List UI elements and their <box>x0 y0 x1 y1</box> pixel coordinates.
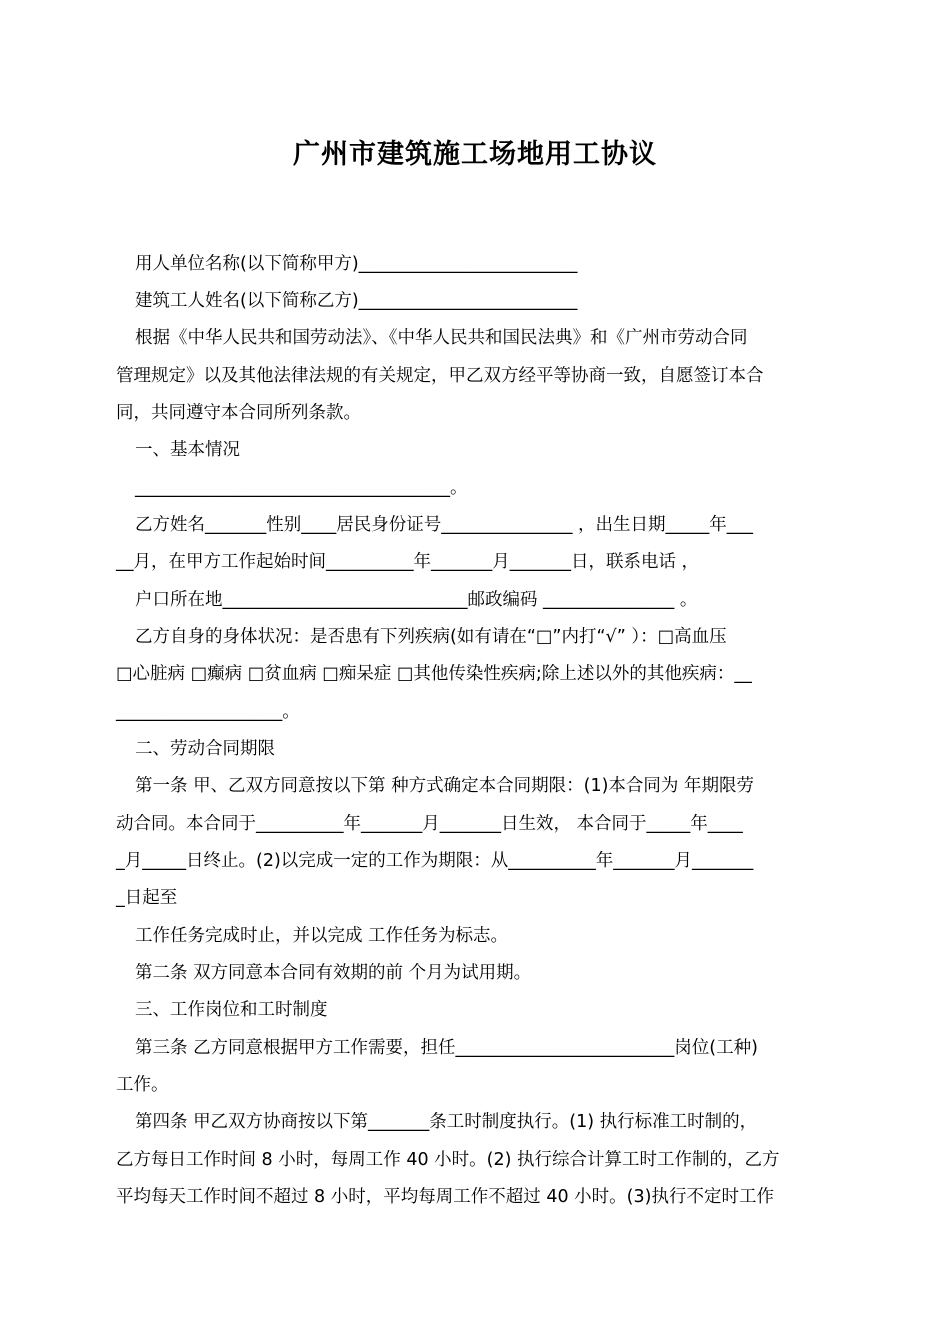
article-1-line-1: 第一条 甲、乙双方同意按以下第 种方式确定本合同期限：(1)本合同为 年期限劳 <box>135 776 754 796</box>
document-title: 广州市建筑施工场地用工协议 <box>293 139 657 170</box>
worker-info-line-2: __月，在甲方工作起始时间__________年_______月_______日，联系电话 ， <box>116 552 700 572</box>
article-1-line-2: 动合同。本合同于__________年_______月_______日生效， 本合同于_____年____ <box>116 814 743 834</box>
employer-name-line: 用人单位名称(以下简称甲方)_________________________ <box>135 254 578 274</box>
health-line-3: ___________________。 <box>116 702 300 722</box>
health-line-2: □心脏病 □癫病 □贫血病 □痴呆症 □其他传染性疾病;除上述以外的其他疾病：__ <box>116 664 752 684</box>
article-1-line-4: _日起至 <box>116 888 178 908</box>
article-4-line-1: 第四条 甲乙双方协商按以下第_______条工时制度执行。(1) 执行标准工时制的， <box>135 1112 758 1132</box>
preamble-line-3: 同，共同遵守本合同所列条款。 <box>116 403 361 423</box>
worker-name-line: 建筑工人姓名(以下简称乙方)_________________________ <box>135 291 578 311</box>
article-1-line-5: 工作任务完成时止，并以完成 工作任务为标志。 <box>135 926 509 946</box>
household-line: 户口所在地____________________________邮政编码 _______________ 。 <box>135 590 698 610</box>
article-3-line-1: 第三条 乙方同意根据甲方工作需要，担任_________________________岗位(工种) <box>135 1038 758 1058</box>
basic-blank-line: ____________________________________。 <box>135 478 468 498</box>
health-line-1: 乙方自身的身体状况：是否患有下列疾病(如有请在“□”内打“√” ）：□高血压 <box>135 627 727 647</box>
section-heading-basic: 一、基本情况 <box>135 440 240 460</box>
article-4-line-2: 乙方每日工作时间 8 小时，每周工作 40 小时。(2) 执行综合计算工时工作制的，乙方 <box>116 1150 780 1170</box>
section-heading-term: 二、劳动合同期限 <box>135 739 275 759</box>
article-4-line-3: 平均每天工作时间不超过 8 小时，平均每周工作不超过 40 小时。(3)执行不定时工作 <box>116 1187 774 1207</box>
preamble-line-1: 根据《中华人民共和国劳动法》、《中华人民共和国民法典》和《广州市劳动合同 <box>135 328 748 348</box>
preamble-line-2: 管理规定》以及其他法律法规的有关规定，甲乙双方经平等协商一致，自愿签订本合 <box>116 366 764 386</box>
article-3-line-2: 工作。 <box>116 1075 169 1095</box>
worker-info-line-1: 乙方姓名_______性别____居民身份证号_______________ ，出生日期_____年___ <box>135 515 754 535</box>
article-2-line: 第二条 双方同意本合同有效期的前 个月为试用期。 <box>135 963 532 983</box>
article-1-line-3: _月_____日终止。(2)以完成一定的工作为期限：从__________年_______月_______ <box>116 851 754 871</box>
section-heading-hours: 三、工作岗位和工时制度 <box>135 1000 328 1020</box>
